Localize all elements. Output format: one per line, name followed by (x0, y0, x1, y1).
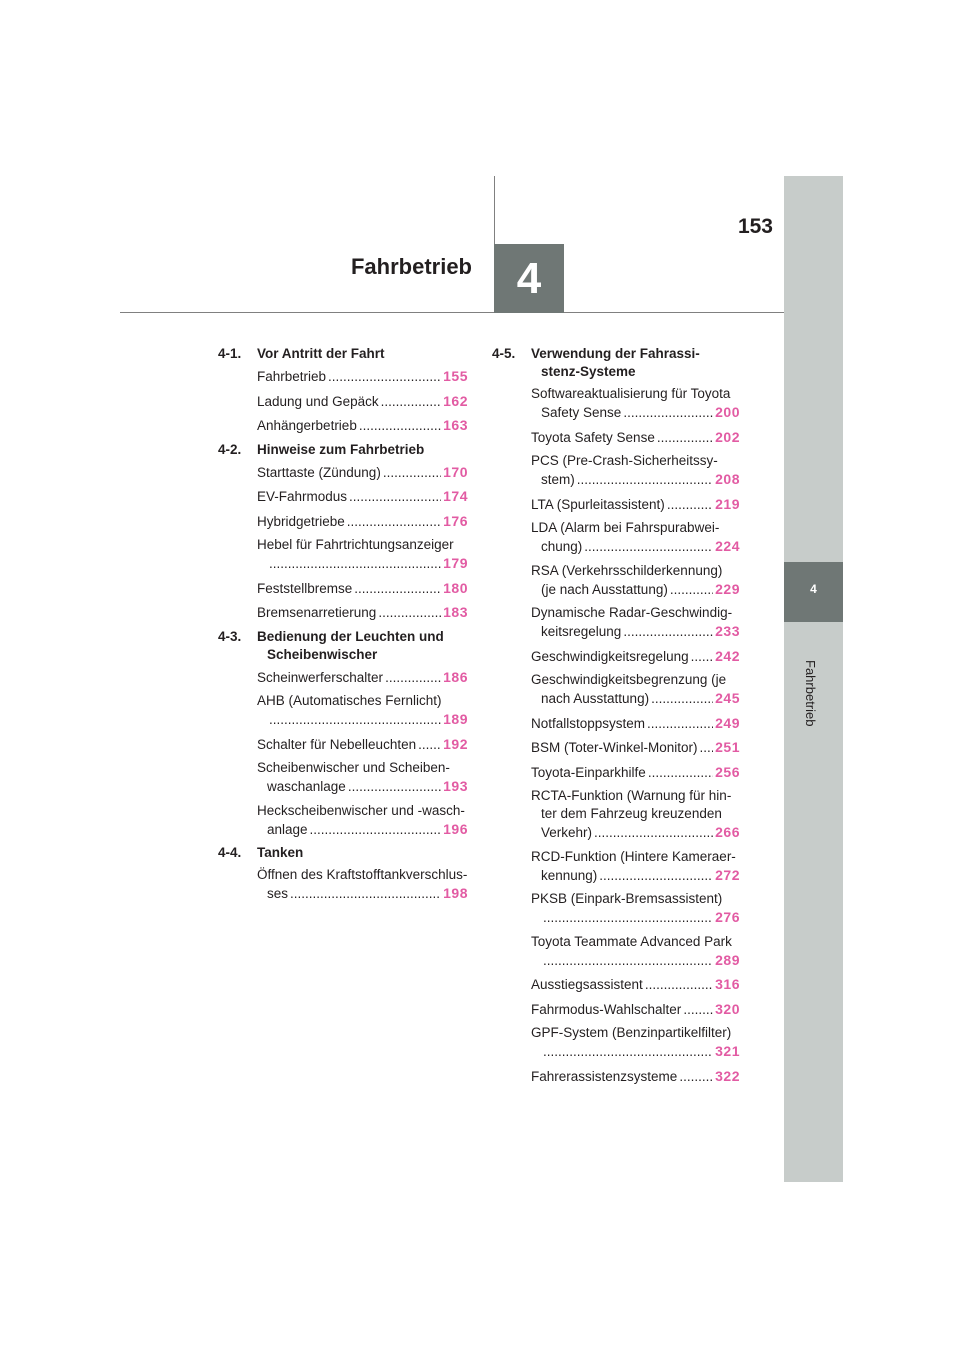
toc-entry[interactable] (218, 416, 468, 435)
section-title-line: Hinweise zum Fahrbetrieb (257, 441, 425, 457)
entry-label: Notfallstoppsystem (531, 715, 646, 731)
dot-leader (543, 1043, 713, 1061)
dot-leader (543, 909, 713, 927)
entry-last-line (531, 1000, 740, 1019)
entry-label: nach Ausstattung) (541, 691, 650, 706)
entry-last-line (531, 866, 740, 885)
entry-last-line (257, 512, 468, 531)
page-link[interactable]: 208 (715, 471, 740, 487)
entry-last-line (257, 777, 468, 796)
page-link[interactable]: 249 (715, 714, 740, 731)
entry-last-line (257, 884, 468, 903)
section-number: 4-5. (492, 346, 516, 361)
dot-leader (645, 976, 713, 994)
section-number: 4-2. (218, 441, 242, 457)
side-tab-number: 4 (810, 582, 817, 596)
toc-entry[interactable] (218, 392, 468, 411)
entry-label: Fahrmodus-Wahlschalter (531, 1001, 682, 1017)
page-link[interactable]: 219 (715, 495, 740, 512)
entry-text-line: Toyota Teammate Advanced Park (531, 933, 732, 949)
toc-entry[interactable] (492, 495, 740, 514)
toc-entry[interactable] (492, 1067, 740, 1086)
section-title (257, 628, 468, 664)
toc-entry[interactable] (492, 787, 740, 842)
toc-entry[interactable] (492, 428, 740, 447)
dot-leader (354, 580, 441, 598)
dot-leader (584, 538, 713, 556)
page-link[interactable]: 229 (715, 580, 740, 597)
page-link[interactable]: 272 (715, 866, 740, 883)
toc-entry[interactable] (492, 519, 740, 556)
dot-leader (269, 711, 441, 729)
entry-text-line: Heckscheibenwischer und -wasch- (257, 802, 465, 818)
entry-last-line (531, 580, 740, 599)
page-link[interactable]: 276 (715, 909, 740, 925)
dot-leader (648, 764, 713, 782)
entry-label: Safety Sense (541, 405, 622, 420)
page-link[interactable]: 224 (715, 538, 740, 554)
header-horizontal-rule (120, 312, 784, 313)
entry-label: Bremsenarretierung (257, 605, 377, 620)
page-link[interactable]: 233 (715, 623, 740, 639)
entry-label: Fahrbetrieb (257, 369, 327, 384)
chapter-title: Fahrbetrieb (350, 254, 472, 279)
toc-entry[interactable] (492, 1024, 740, 1061)
entry-text-line: ter dem Fahrzeug kreuzenden (541, 806, 722, 821)
entry-text-line: Hebel für Fahrtrichtungsanzeiger (257, 537, 454, 552)
dot-leader (700, 739, 714, 757)
toc-entry[interactable] (492, 671, 740, 708)
toc-entry[interactable] (492, 452, 740, 489)
entry-last-line (531, 428, 740, 447)
entry-last-line (257, 820, 468, 839)
chapter-number-box: 4 (494, 244, 564, 313)
toc-entry[interactable] (218, 692, 468, 729)
entry-label: Toyota-Einparkhilfe (531, 764, 646, 780)
dot-leader (347, 513, 441, 531)
entry-text-line: RCD-Funktion (Hintere Kameraer- (531, 848, 736, 864)
entry-label: Hybridgetriebe (257, 513, 345, 529)
entry-last-line (531, 537, 740, 556)
section-title (257, 345, 468, 363)
toc-entry[interactable] (218, 463, 468, 482)
page-link[interactable]: 266 (715, 824, 740, 840)
toc-entry[interactable] (492, 647, 740, 666)
entry-last-line (531, 908, 740, 927)
dot-leader (359, 417, 441, 435)
page-link[interactable]: 289 (715, 951, 740, 968)
toc-entry[interactable] (492, 738, 740, 757)
dot-leader (691, 648, 714, 666)
entry-label: waschanlage (267, 779, 346, 794)
entry-last-line (257, 603, 468, 622)
entry-last-line (257, 367, 468, 386)
entry-label: keitsregelung (541, 624, 622, 639)
dot-leader (348, 778, 441, 796)
entry-last-line (531, 714, 740, 733)
dot-leader (577, 471, 713, 489)
entry-text-line: Softwareaktualisierung für Toyota (531, 386, 731, 401)
page-link[interactable]: 196 (443, 820, 468, 837)
section-title-line: Tanken (257, 845, 304, 860)
entry-last-line (257, 735, 468, 754)
toc-entry[interactable] (218, 802, 468, 839)
section-title-line: stenz-Systeme (541, 364, 636, 379)
entry-last-line (531, 622, 740, 641)
entry-last-line (257, 710, 468, 729)
page-number: 153 (737, 215, 773, 238)
page-link[interactable]: 162 (443, 392, 468, 409)
toc-entry[interactable] (218, 367, 468, 386)
page-link[interactable]: 193 (443, 778, 468, 794)
toc-entry[interactable] (218, 759, 468, 796)
entry-text-line: LDA (Alarm bei Fahrspurabwei- (531, 520, 720, 535)
dot-leader (418, 736, 441, 754)
dot-leader (651, 690, 713, 708)
entry-text-line: Scheibenwischer und Scheiben- (257, 760, 450, 775)
page-link[interactable]: 242 (715, 647, 740, 664)
entry-last-line (531, 1042, 740, 1061)
entry-last-line (257, 416, 468, 435)
entry-last-line (531, 403, 740, 422)
entry-label: ses (267, 886, 289, 901)
side-tab-label: Fahrbetrieb (803, 660, 818, 727)
page-link[interactable]: 245 (715, 690, 740, 706)
dot-leader (378, 604, 441, 622)
entry-last-line (257, 668, 468, 687)
entry-last-line (531, 738, 740, 757)
toc-entry[interactable] (492, 714, 740, 733)
dot-leader (349, 488, 441, 506)
entry-last-line (257, 579, 468, 598)
entry-last-line (531, 951, 740, 970)
page-link[interactable]: 320 (715, 1000, 740, 1017)
section-title-line: Verwendung der Fahrassi- (531, 346, 700, 361)
entry-label: kennung) (541, 867, 598, 883)
page-link[interactable]: 198 (443, 885, 468, 901)
toc-entry[interactable] (218, 512, 468, 531)
toc-entry[interactable] (218, 866, 468, 903)
entry-last-line (531, 470, 740, 489)
entry-label: Geschwindigkeitsregelung (531, 648, 689, 664)
entry-label: Schalter für Nebelleuchten (257, 736, 417, 752)
entry-text-line: PCS (Pre-Crash-Sicherheitssy- (531, 453, 718, 468)
section-title-line: Vor Antritt der Fahrt (257, 346, 385, 361)
entry-label: Starttaste (Zündung) (257, 464, 381, 480)
entry-label: BSM (Toter-Winkel-Monitor) (531, 740, 698, 755)
page-link[interactable]: 174 (443, 488, 468, 504)
toc-section-heading (218, 345, 468, 363)
toc-entry[interactable] (218, 579, 468, 598)
entry-last-line (531, 689, 740, 708)
entry-last-line (531, 495, 740, 514)
entry-label: (je nach Ausstattung) (541, 581, 668, 597)
entry-text-line: AHB (Automatisches Fernlicht) (257, 693, 442, 708)
page-link[interactable]: 251 (715, 739, 740, 755)
dot-leader (679, 1068, 713, 1086)
entry-label: Fahrerassistenzsysteme (531, 1068, 678, 1084)
toc-section-heading (218, 628, 468, 664)
entry-last-line (257, 392, 468, 411)
entry-last-line (257, 554, 468, 573)
dot-leader (623, 404, 713, 422)
page-link[interactable]: 183 (443, 604, 468, 620)
entry-text-line: RSA (Verkehrsschilderkennung) (531, 562, 723, 578)
dot-leader (647, 715, 713, 733)
entry-last-line (531, 823, 740, 842)
dot-leader (290, 885, 441, 903)
dot-leader (683, 1001, 713, 1019)
section-title (531, 345, 740, 381)
entry-label: Feststellbremse (257, 580, 353, 596)
page-link[interactable]: 186 (443, 668, 468, 685)
section-title (257, 441, 468, 459)
toc-entry[interactable] (492, 848, 740, 885)
dot-leader (599, 867, 713, 885)
toc-left-column (218, 345, 468, 909)
entry-label: Toyota Safety Sense (531, 429, 655, 445)
page-link[interactable]: 322 (715, 1067, 740, 1084)
section-title-line: Bedienung der Leuchten und (257, 628, 444, 644)
entry-last-line (257, 463, 468, 482)
section-title (257, 844, 468, 862)
section-title-line: Scheibenwischer (267, 646, 378, 662)
page-link[interactable]: 179 (443, 555, 468, 571)
toc-section-heading (218, 844, 468, 862)
page-link[interactable]: 170 (443, 463, 468, 480)
dot-leader (623, 623, 713, 641)
entry-label: Anhängerbetrieb (257, 418, 357, 433)
section-number: 4-4. (218, 845, 242, 860)
entry-text-line: GPF-System (Benzinpartikelfilter) (531, 1025, 732, 1040)
toc-entry[interactable] (218, 487, 468, 506)
toc-entry[interactable] (218, 603, 468, 622)
dot-leader (383, 464, 441, 482)
entry-label: Ladung und Gepäck (257, 393, 379, 409)
toc-right-column (492, 345, 740, 1091)
toc-entry[interactable] (218, 668, 468, 687)
dot-leader (667, 496, 713, 514)
page-link[interactable]: 189 (443, 711, 468, 727)
toc-entry[interactable] (492, 975, 740, 994)
toc-entry[interactable] (492, 763, 740, 782)
page-link[interactable]: 176 (443, 512, 468, 529)
entry-last-line (257, 487, 468, 506)
dot-leader (381, 393, 442, 411)
toc-section-heading (218, 441, 468, 459)
entry-label: Scheinwerferschalter (257, 669, 384, 685)
entry-label: Verkehr) (541, 825, 593, 840)
toc-entry[interactable] (218, 735, 468, 754)
entry-last-line (531, 763, 740, 782)
entry-text-line: Dynamische Radar-Geschwindig- (531, 605, 733, 620)
entry-text-line: Öffnen des Kraftstofftankverschlus- (257, 867, 468, 882)
dot-leader (657, 429, 713, 447)
toc-entry[interactable] (492, 562, 740, 599)
page-link[interactable]: 200 (715, 404, 740, 420)
dot-leader (594, 824, 713, 842)
page-link[interactable]: 192 (443, 735, 468, 752)
entry-last-line (531, 1067, 740, 1086)
entry-label: anlage (267, 821, 308, 837)
entry-last-line (531, 975, 740, 994)
page-link[interactable]: 316 (715, 976, 740, 992)
toc-entry[interactable] (492, 385, 740, 422)
toc-section-heading (492, 345, 740, 381)
page-link[interactable]: 155 (443, 368, 468, 384)
page-link[interactable]: 256 (715, 763, 740, 780)
dot-leader (269, 555, 441, 573)
dot-leader (310, 821, 442, 839)
entry-label: LTA (Spurleitassistent) (531, 496, 665, 512)
dot-leader (543, 952, 713, 970)
dot-leader (328, 368, 441, 386)
entry-label: Ausstiegsassistent (531, 977, 643, 992)
entry-label: chung) (541, 539, 583, 554)
section-number: 4-3. (218, 628, 242, 644)
page-link[interactable]: 321 (715, 1043, 740, 1059)
entry-label: stem) (541, 472, 575, 487)
dot-leader (385, 669, 441, 687)
entry-text-line: Geschwindigkeitsbegrenzung (je (531, 672, 727, 687)
toc-entry[interactable] (492, 604, 740, 641)
toc-entry[interactable] (492, 890, 740, 927)
entry-label: EV-Fahrmodus (257, 489, 348, 504)
page-link[interactable]: 163 (443, 417, 468, 433)
entry-text-line: RCTA-Funktion (Warnung für hin- (531, 788, 732, 803)
toc-entry[interactable] (492, 933, 740, 970)
entry-last-line (531, 647, 740, 666)
page-link[interactable]: 202 (715, 428, 740, 445)
page-link[interactable]: 180 (443, 579, 468, 596)
toc-entry[interactable] (218, 536, 468, 573)
dot-leader (670, 581, 713, 599)
entry-text-line: PKSB (Einpark-Bremsassistent) (531, 891, 723, 906)
section-number: 4-1. (218, 346, 242, 361)
toc-entry[interactable] (492, 1000, 740, 1019)
